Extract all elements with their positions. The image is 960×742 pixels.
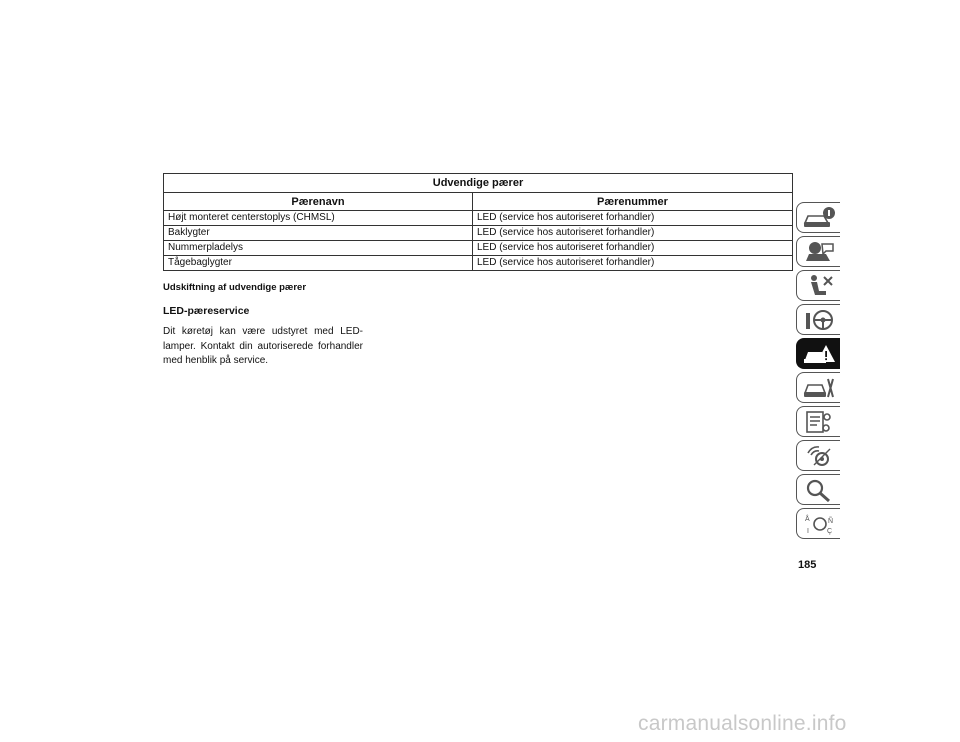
exterior-bulbs-table	[163, 173, 793, 271]
chapter-tab-safety[interactable]	[796, 270, 840, 301]
section-heading: Udskiftning af udvendige pærer	[163, 282, 307, 293]
svg-text:Ç: Ç	[826, 527, 832, 535]
chapter-tab-starting-operating[interactable]	[796, 304, 840, 335]
chapter-tab-in-case-of-emergency[interactable]	[796, 338, 840, 369]
seat-safety-icon	[802, 273, 836, 299]
table-cell: Tågebaglygter	[164, 256, 473, 271]
table-row	[164, 211, 793, 226]
table-caption: Udvendige pærer	[164, 174, 793, 193]
table-cell: LED (service hos autoriseret forhandler)	[473, 241, 793, 256]
table-cell: LED (service hos autoriseret forhandler)	[473, 256, 793, 271]
table-cell: Højt monteret centerstoplys (CHMSL)	[164, 211, 473, 226]
chapter-tab-technical-specifications[interactable]	[796, 406, 840, 437]
svg-text:I: I	[806, 527, 809, 535]
column-header-bulb-name: Pærenavn	[164, 193, 473, 211]
table-row	[164, 256, 793, 271]
car-wrench-icon	[802, 375, 836, 401]
table-cell: LED (service hos autoriseret forhandler)	[473, 226, 793, 241]
watermark: carmanualsonline.info	[638, 712, 847, 735]
multimedia-icon	[802, 443, 836, 469]
language-icon	[802, 511, 836, 537]
body-paragraph: Dit køretøj kan være udstyret med LED-lamper. Kontakt din autoriserede forhandler med henblik på service.	[163, 326, 363, 366]
subheading: LED-pæreservice	[163, 305, 250, 317]
table-row	[164, 226, 793, 241]
car-info-icon	[802, 205, 836, 231]
specs-list-icon	[802, 409, 836, 435]
table-cell: Nummerpladelys	[164, 241, 473, 256]
table-cell: Baklygter	[164, 226, 473, 241]
page-number: 185	[798, 559, 817, 571]
chapter-tab-getting-to-know[interactable]	[796, 202, 840, 233]
car-emergency-icon	[802, 341, 836, 367]
chapter-tab-multimedia[interactable]	[796, 440, 840, 471]
table-cell: LED (service hos autoriseret forhandler)	[473, 211, 793, 226]
chapter-tab-customer-assistance[interactable]	[796, 474, 840, 505]
steering-wheel-icon	[802, 307, 836, 333]
car-message-icon	[802, 239, 836, 265]
magnifier-icon	[802, 477, 836, 503]
chapter-tab-servicing-maintenance[interactable]	[796, 372, 840, 403]
column-header-bulb-number: Pærenummer	[473, 193, 793, 211]
svg-text:Ñ: Ñ	[827, 517, 833, 525]
chapter-tab-index[interactable]	[796, 508, 840, 539]
chapter-tabs	[796, 202, 842, 542]
table-row	[164, 241, 793, 256]
svg-text:Å: Å	[804, 515, 810, 523]
chapter-tab-instrument-panel[interactable]	[796, 236, 840, 267]
